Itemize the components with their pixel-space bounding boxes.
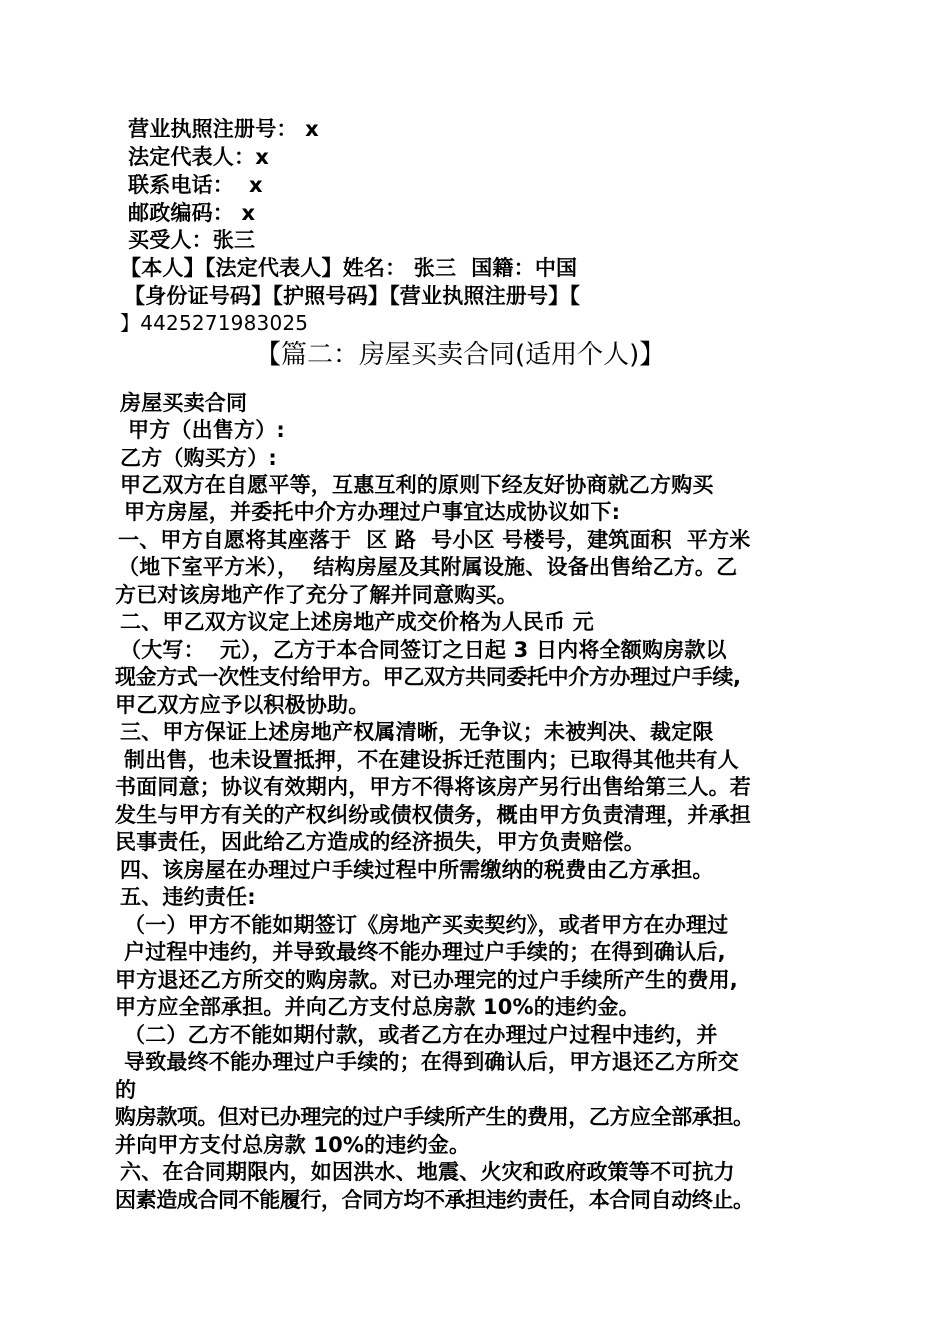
- clause-5-1-line-2: 户过程中违约，并导致最终不能办理过户手续的；在得到确认后,: [124, 940, 726, 964]
- clause-3-line-3: 书面同意；协议有效期内，甲方不得将该房产另行出售给第三人。若: [115, 775, 751, 799]
- clause-3-line-2: 制出售，也未设置抵押，不在建设拆迁范围内；已取得其他共有人: [124, 748, 739, 772]
- identity-name-line: 【本人】【法定代表人】姓名： 张三 国籍：中国: [120, 256, 578, 280]
- contract-title: 房屋买卖合同: [120, 391, 248, 415]
- clause-3-line-1: 三、甲方保证上述房地产权属清晰，无争议；未被判决、裁定限: [120, 720, 714, 744]
- section-heading: 【篇二：房屋买卖合同(适用个人)】: [255, 340, 666, 370]
- clause-2-line-2: （大写： 元），乙方于本合同签订之日起 3 日内将全额购房款以: [120, 638, 727, 662]
- buyer-line: 买受人：张三: [128, 228, 256, 252]
- id-number-line: 】4425271983025: [120, 311, 309, 335]
- clause-5-2-line-2: 导致最终不能办理过户手续的；在得到确认后，甲方退还乙方所交: [124, 1050, 739, 1074]
- clause-6-line-1: 六、在合同期限内，如因洪水、地震、火灾和政府政策等不可抗力: [120, 1160, 735, 1184]
- clause-5-2-line-1: （二）乙方不能如期付款，或者乙方在办理过户过程中违约，并: [124, 1023, 718, 1047]
- preamble-line-1: 甲乙双方在自愿平等，互惠互利的原则下经友好协商就乙方购买: [120, 473, 714, 497]
- party-a-line: 甲方（出售方）:: [128, 418, 285, 442]
- legal-representative-line: 法定代表人：x: [128, 145, 269, 169]
- clause-3-line-5: 民事责任，因此给乙方造成的经济损失，甲方负责赔偿。: [115, 830, 645, 854]
- clause-2-line-4: 甲乙双方应予以积极协助。: [115, 693, 370, 717]
- contact-phone-line: 联系电话： x: [128, 173, 263, 197]
- clause-5-2-line-4: 购房款项。但对已办理完的过户手续所产生的费用，乙方应全部承担。: [115, 1105, 754, 1129]
- clause-2-line-1: 二、甲乙双方议定上述房地产成交价格为人民币 元: [120, 610, 594, 634]
- clause-6-line-2: 因素造成合同不能履行，合同方均不承担违约责任，本合同自动终止。: [115, 1188, 754, 1212]
- clause-4-line: 四、该房屋在办理过户手续过程中所需缴纳的税费由乙方承担。: [120, 858, 714, 882]
- clause-5-1-line-3: 甲方退还乙方所交的购房款。对已办理完的过户手续所产生的费用,: [115, 968, 738, 992]
- clause-1-line-3: 方已对该房地产作了充分了解并同意购买。: [115, 583, 518, 607]
- clause-3-line-4: 发生与甲方有关的产权纠纷或债权债务，概由甲方负责清理，并承担: [115, 803, 751, 827]
- clause-5-1-line-1: （一）甲方不能如期签订《房地产买卖契约》，或者甲方在办理过: [124, 913, 729, 937]
- business-license-line: 营业执照注册号： x: [128, 117, 319, 141]
- id-type-line: 【身份证号码】【护照号码】【营业执照注册号】【: [124, 284, 581, 308]
- clause-5-heading: 五、违约责任:: [120, 885, 256, 909]
- clause-5-2-line-5: 并向甲方支付总房款 10%的违约金。: [115, 1133, 471, 1157]
- clause-5-2-line-3: 的: [115, 1078, 137, 1102]
- clause-1-line-2: （地下室平方米）， 结构房屋及其附属设施、设备出售给乙方。乙: [118, 555, 738, 579]
- clause-1-line-1: 一、甲方自愿将其座落于 区 路 号小区 号楼号，建筑面积 平方米: [118, 528, 751, 552]
- postal-code-line: 邮政编码： x: [128, 201, 256, 225]
- party-b-line: 乙方（购买方）:: [120, 446, 277, 470]
- preamble-line-2: 甲方房屋，并委托中介方办理过户事宜达成协议如下:: [124, 500, 621, 524]
- clause-5-1-line-4: 甲方应全部承担。并向乙方支付总房款 10%的违约金。: [115, 995, 640, 1019]
- clause-2-line-3: 现金方式一次性支付给甲方。甲乙双方共同委托中介方办理过户手续,: [115, 665, 741, 689]
